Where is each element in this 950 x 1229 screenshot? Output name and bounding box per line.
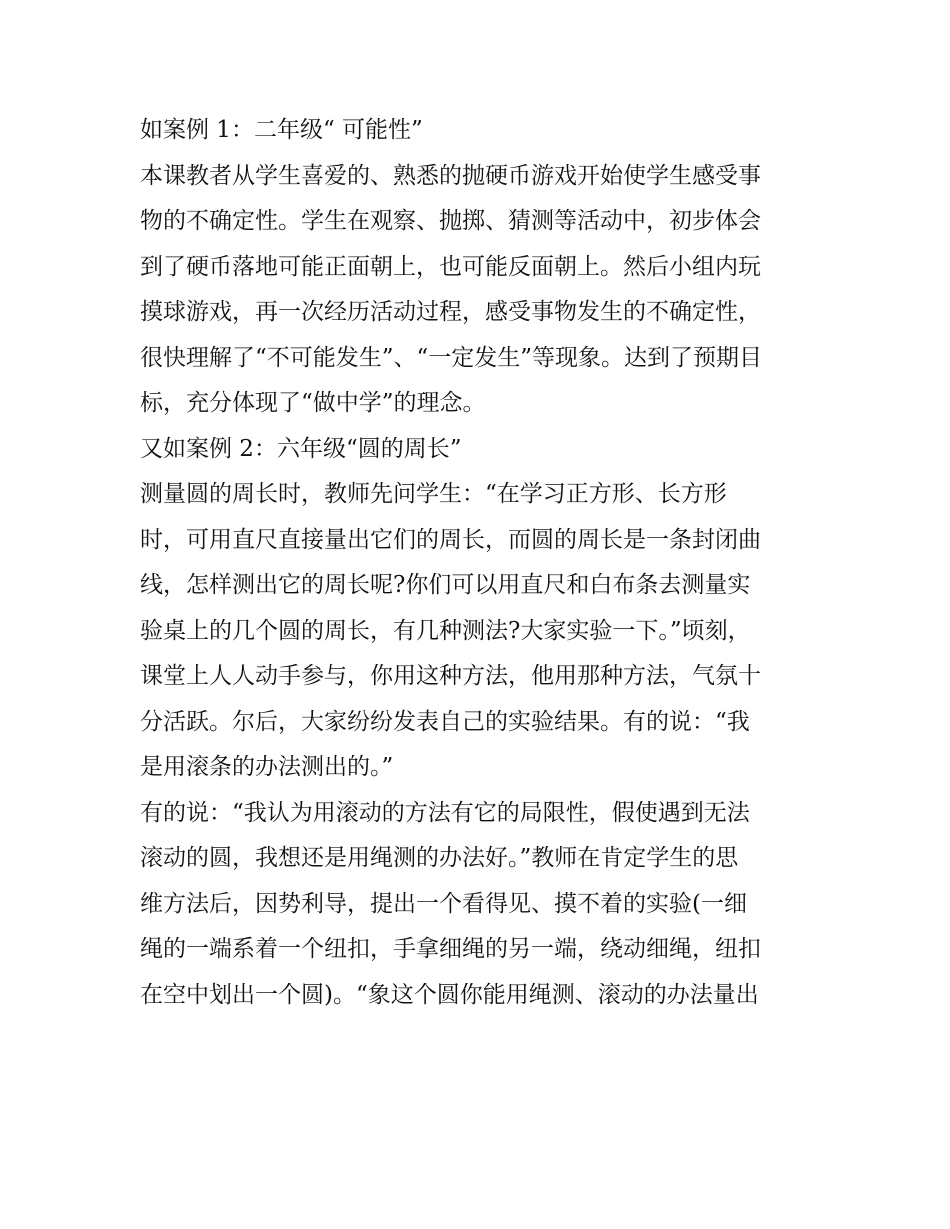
paragraph-line: 标，充分体现了“做中学”的理念。 [140,390,486,416]
paragraph-line: 线，怎样测出它的周长呢?你们可以用直尺和白布条去测量实 [140,572,751,598]
case-1-heading: 如案例 1：二年级“ 可能性” [140,117,423,143]
paragraph-line: 有的说：“我认为用滚动的方法有它的局限性，假使遇到无法 [140,799,750,826]
paragraph-line: 时，可用直尺直接量出它们的周长，而圆的周长是一条封闭曲 [140,526,761,553]
paragraph-line: 绳的一端系着一个纽扣，手拿细绳的另一端，绕动细绳，纽扣 [140,936,761,962]
paragraph-line: 验桌上的几个圆的周长，有几种测法?大家实验一下。”顷刻， [140,617,751,644]
paragraph-line: 物的不确定性。学生在观察、抛掷、猜测等活动中，初步体会 [140,208,761,234]
paragraph-line: 很快理解了“不可能发生”、“一定发生”等现象。达到了预期目 [140,344,763,371]
paragraph-line: 是用滚条的办法测出的。” [140,754,394,780]
document-body [140,108,840,1018]
paragraph-line: 维方法后，因势利导，提出一个看得见、摸不着的实验(一细 [140,890,747,917]
paragraph-line: 分活跃。尔后，大家纷纷发表自己的实验结果。有的说：“我 [140,708,750,735]
paragraph-line: 到了硬币落地可能正面朝上，也可能反面朝上。然后小组内玩 [140,253,761,280]
paragraph-line: 本课教者从学生喜爱的、熟悉的抛硬币游戏开始使学生感受事 [140,162,761,189]
paragraph-line: 课堂上人人动手参与，你用这种方法，他用那种方法，气氛十 [140,663,761,689]
paragraph-line: 摸球游戏，再一次经历活动过程，感受事物发生的不确定性， [140,299,761,325]
case-2-heading: 又如案例 2：六年级“圆的周长” [140,435,462,462]
paragraph-line: 在空中划出一个圆)。“象这个圆你能用绳测、滚动的办法量出 [140,981,759,1008]
paragraph-line: 滚动的圆，我想还是用绳测的办法好。”教师在肯定学生的思 [140,845,739,871]
paragraph-line: 测量圆的周长时，教师先问学生：“在学习正方形、长方形 [140,481,727,507]
